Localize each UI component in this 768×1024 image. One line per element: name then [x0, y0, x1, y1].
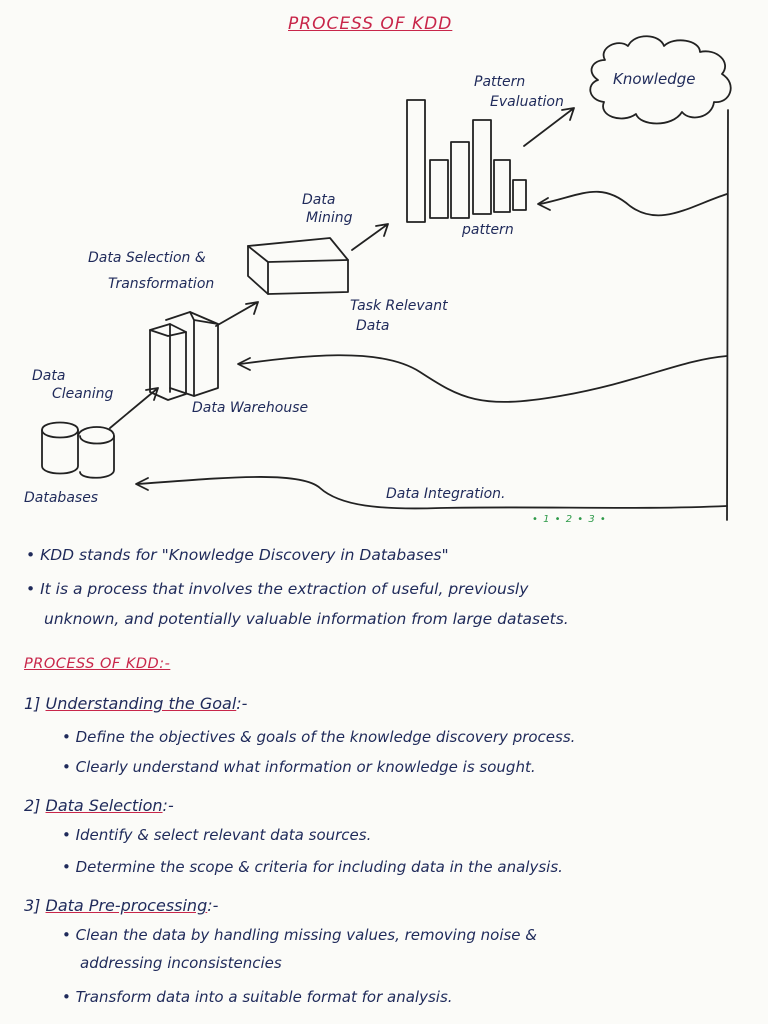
- label-task-relevant: Task Relevant: [350, 298, 448, 314]
- section-3-suffix: :-: [207, 896, 219, 915]
- section-1-suffix: :-: [236, 694, 248, 713]
- vertical-axis-line: [727, 110, 728, 520]
- section-2-number: 2]: [24, 796, 41, 815]
- label-knowledge: Knowledge: [613, 70, 696, 88]
- section-2-bullet-1: • Identify & select relevant data sources.: [62, 826, 372, 844]
- intro-line-1: • KDD stands for "Knowledge Discovery in Databases": [26, 546, 449, 564]
- section-3-title: Data Pre-processing: [45, 896, 208, 915]
- process-heading: PROCESS OF KDD:-: [24, 656, 171, 672]
- section-1-bullet-2: • Clearly understand what information or knowledge is sought.: [62, 758, 536, 776]
- section-3-heading: [24, 896, 218, 915]
- label-data-mining: Data: [302, 192, 336, 208]
- data-warehouse-icon: [150, 312, 218, 400]
- section-1-heading: [24, 694, 247, 713]
- label-data-mining-line2: Mining: [306, 210, 353, 226]
- section-3-bullet-2: • Transform data into a suitable format for analysis.: [62, 988, 453, 1006]
- label-data-selection: Data Selection &: [88, 250, 206, 266]
- label-pattern: pattern: [462, 222, 514, 238]
- label-data-integration: Data Integration.: [386, 486, 506, 502]
- databases-icon: [42, 423, 114, 478]
- section-3-bullet-1-cont: addressing inconsistencies: [80, 954, 282, 972]
- section-1-bullet-1: • Define the objectives & goals of the knowledge discovery process.: [62, 728, 576, 746]
- intro-line-3: unknown, and potentially valuable information from large datasets.: [44, 610, 569, 628]
- label-data-warehouse: Data Warehouse: [192, 400, 309, 416]
- section-2-title: Data Selection: [45, 796, 163, 815]
- label-task-relevant-line2: Data: [356, 318, 390, 334]
- section-3-number: 3]: [24, 896, 41, 915]
- task-relevant-data-icon: [248, 238, 348, 294]
- section-3-bullet-1: • Clean the data by handling missing values, removing noise &: [62, 926, 537, 944]
- label-databases: Databases: [24, 490, 99, 506]
- page-title: PROCESS OF KDD: [288, 14, 453, 34]
- section-2-bullet-2: • Determine the scope & criteria for including data in the analysis.: [62, 858, 563, 876]
- label-data-cleaning-line2: Cleaning: [52, 386, 114, 402]
- label-data-selection-line2: Transformation: [108, 276, 215, 292]
- section-1-number: 1]: [24, 694, 41, 713]
- label-pattern-evaluation: Pattern: [474, 74, 526, 90]
- section-2-suffix: :-: [162, 796, 174, 815]
- page-stamp: • 1 • 2 • 3 •: [532, 514, 607, 525]
- intro-line-2: • It is a process that involves the extraction of useful, previously: [26, 580, 529, 598]
- label-data-cleaning: Data: [32, 368, 66, 384]
- pattern-bars-icon: [407, 100, 526, 222]
- label-pattern-evaluation-line2: Evaluation: [490, 94, 564, 110]
- section-2-heading: [24, 796, 174, 815]
- section-1-title: Understanding the Goal: [45, 694, 237, 713]
